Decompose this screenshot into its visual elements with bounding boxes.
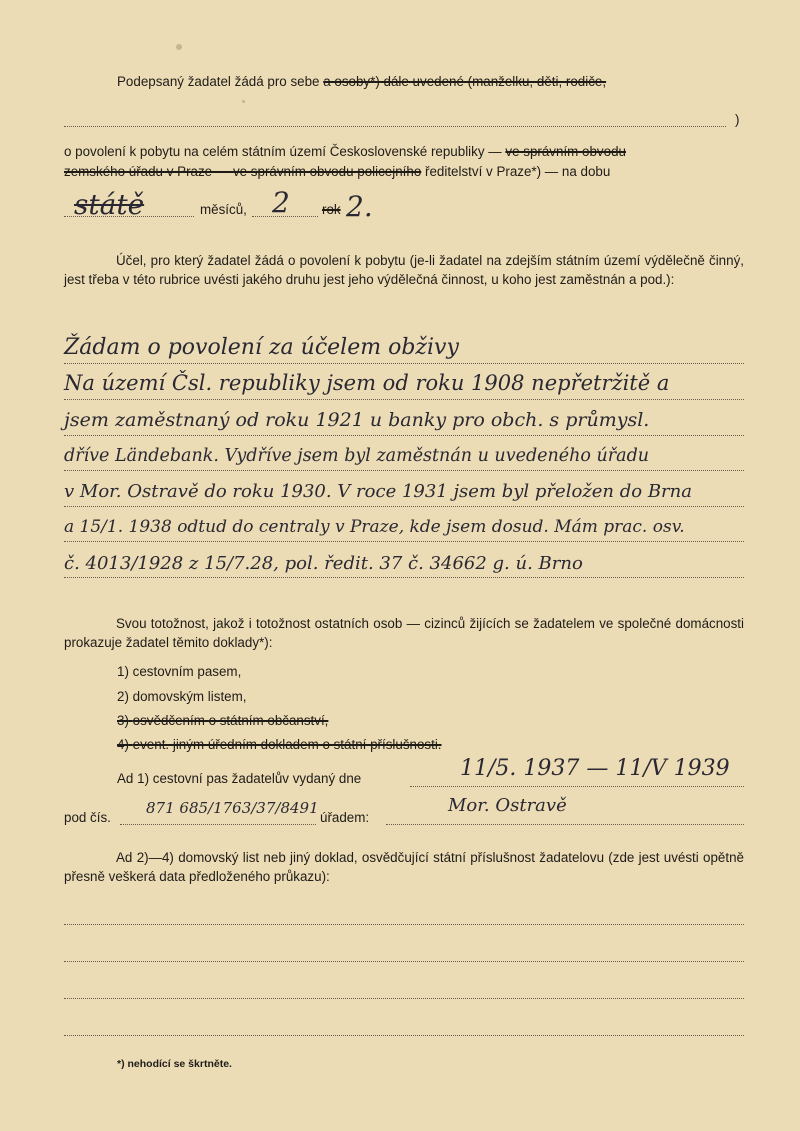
footnote: *) nehodící se škrtněte. [117, 1058, 232, 1070]
permit-line-2 [64, 164, 610, 180]
intro-fill-line [64, 126, 726, 127]
identity-item-label: osvědčením o státním občanství, [132, 713, 329, 728]
purpose-fill-line [64, 470, 744, 471]
purpose-handwritten-line: dříve Ländebank. Vydříve jsem byl zaměstnán u uvedeného úřadu [64, 446, 650, 466]
passport-num: 1) [137, 771, 150, 786]
purpose-handwritten-line: a 15/1. 1938 odtud do centraly v Praze, kde jsem dosud. Mám prac. osv. [64, 517, 685, 537]
passport-label: cestovní pas žadatelův vydaný dne [152, 771, 362, 786]
passport-number-value: 871 685/1763/37/8491 [146, 799, 319, 817]
home-doc-fill-line [64, 998, 744, 999]
identity-item-label: event. jiným úředním dokladem o státní příslušnosti. [132, 737, 442, 752]
passport-number-label: pod čís. [64, 810, 111, 825]
home-doc-fill-line [64, 961, 744, 962]
purpose-fill-line [64, 577, 744, 578]
purpose-handwritten-line: Žádam o povolení za účelem obživy [64, 335, 459, 360]
passport-line [117, 771, 361, 787]
passport-number-fill-line [120, 824, 316, 825]
passport-office-fill-line [386, 824, 744, 825]
intro-line [117, 74, 606, 90]
duration-handwritten: státě [74, 188, 145, 221]
passport-office-label: úřadem: [320, 810, 370, 825]
purpose-handwritten-line: č. 4013/1928 z 15/7.28, pol. ředit. 37 č. 34662 g. ú. Brno [64, 553, 583, 574]
purpose-fill-line [64, 506, 744, 507]
identity-item-label: domovským listem, [132, 689, 247, 704]
purpose-fill-line [64, 363, 744, 364]
home-doc-fill-line [64, 924, 744, 925]
identity-item-num: 1) [117, 664, 129, 679]
identity-item [117, 664, 241, 680]
identity-text: Svou totožnost, jakož i totožnost ostatních osob — cizinců žijících se žadatelem ve společné domácnosti prokazuje žadatel těmito doklady*): [64, 616, 744, 650]
identity-item-num: 2) [117, 689, 129, 704]
home-doc-text [64, 848, 744, 886]
permit-text: o povolení k pobytu na celém státním území Československé republiky — [64, 144, 502, 159]
passport-date-fill-line [410, 786, 744, 787]
home-doc-range: 2)—4) [136, 850, 174, 865]
purpose-fill-line [64, 435, 744, 436]
paper-stain [176, 44, 182, 50]
years-label: rok [322, 202, 341, 217]
home-doc-label: domovský list neb jiný doklad, osvědčující státní příslušnost žadatelovu (zde jest uvésti opětně přesně veškerá data předloženého průkazu): [64, 850, 744, 884]
identity-item [117, 689, 247, 705]
identity-item [117, 737, 442, 753]
purpose-handwritten-line: jsem zaměstnaný od roku 1921 u banky pro obch. s průmysl. [64, 409, 650, 431]
permit-struck-text-2: zemského úřadu v Praze — ve správním obvodu policejního [64, 164, 422, 179]
permit-text-2: ředitelství v Praze*) — na dobu [421, 164, 611, 179]
purpose-label: Účel, pro který žadatel žádá o povolení k pobytu (je-li žadatel na zdejším státním území výdělečně činný, jest třeba v této rubrice uvésti jakého druhu jest jeho výdělečná činnost, u koho jest zaměstnán a pod.): [64, 253, 744, 287]
passport-prefix: Ad [117, 771, 134, 786]
identity-item [117, 713, 328, 729]
years-value: 2. [346, 190, 373, 223]
purpose-fill-line [64, 541, 744, 542]
paper-stain [242, 100, 245, 103]
passport-office-value: Mor. Ostravě [448, 795, 567, 816]
home-doc-prefix: Ad [116, 850, 133, 865]
permit-struck-text: ve správním obvodu [505, 144, 626, 159]
identity-item-num: 4) [117, 737, 129, 752]
purpose-handwritten-line: Na území Čsl. republiky jsem od roku 1908 nepřetržitě a [64, 371, 670, 395]
intro-struck-text: a osoby*) dále uvedené (manželku, děti, rodiče, [323, 74, 607, 89]
purpose-handwritten-line: v Mor. Ostravě do roku 1930. V roce 1931 jsem byl přeložen do Brna [64, 481, 692, 502]
intro-text: Podepsaný žadatel žádá pro sebe [117, 74, 324, 89]
permit-line-1 [64, 144, 626, 160]
home-doc-fill-line [64, 1035, 744, 1036]
passport-issued-value: 11/5. 1937 — 11/V 1939 [460, 756, 730, 781]
identity-item-label: cestovním pasem, [132, 664, 242, 679]
identity-item-num: 3) [117, 713, 129, 728]
months-value: 2 [272, 186, 290, 219]
purpose-fill-line [64, 399, 744, 400]
months-label: měsíců, [200, 202, 247, 217]
intro-close-paren: ) [735, 112, 740, 127]
